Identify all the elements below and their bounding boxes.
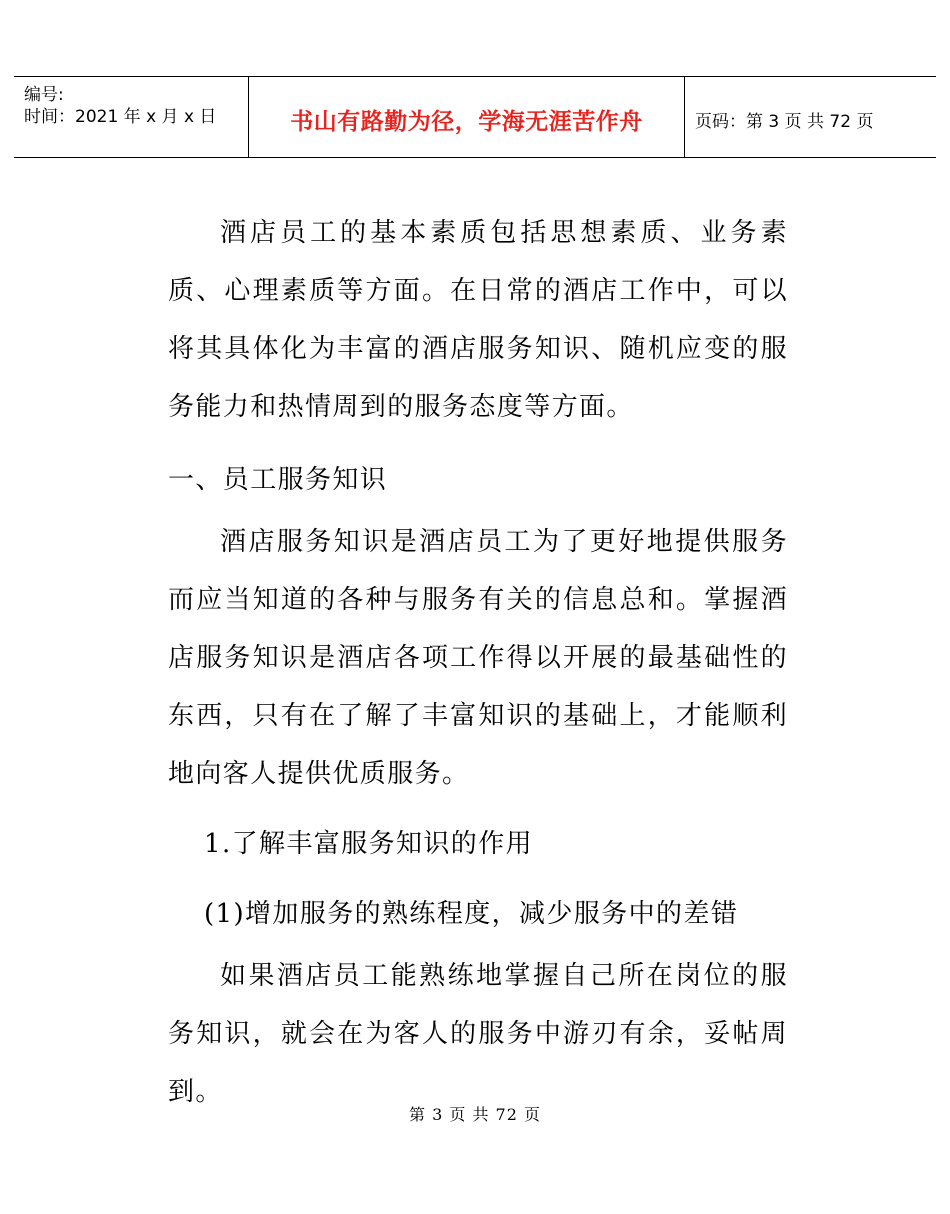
page-header bbox=[14, 76, 936, 158]
header-meta-cell bbox=[14, 77, 248, 157]
intro-paragraph: 酒店员工的基本素质包括思想素质、业务素质、心理素质等方面。在日常的酒店工作中，可以将其具体化为丰富的酒店服务知识、随机应变的服务能力和热情周到的服务态度等方面。 bbox=[168, 218, 788, 422]
point-paragraph: 如果酒店员工能熟练地掌握自己所在岗位的服务知识，就会在为客人的服务中游刃有余，妥帖周到。 bbox=[168, 961, 788, 1107]
footer-page-indicator: 第 3 页 共 72 页 bbox=[409, 1105, 541, 1124]
header-motto-cell bbox=[248, 77, 685, 157]
spacer bbox=[168, 436, 788, 451]
point-heading: (1)增加服务的熟练程度，减少服务中的差错 bbox=[204, 899, 739, 929]
section-paragraph: 酒店服务知识是酒店员工为了更好地提供服务而应当知道的各种与服务有关的信息总和。掌握酒店服务知识是酒店各项工作得以开展的最基础性的东西，只有在了解了丰富知识的基础上，才能顺利地向客人提供优质服务。 bbox=[168, 527, 788, 789]
spacer bbox=[168, 803, 788, 815]
page-footer bbox=[0, 1102, 950, 1125]
document-number-label: 编号: bbox=[24, 85, 64, 105]
header-motto: 书山有路勤为径，学海无涯苦作舟 bbox=[290, 108, 643, 135]
subsection-heading: 1.了解丰富服务知识的作用 bbox=[204, 829, 534, 859]
header-page-cell bbox=[685, 77, 936, 157]
document-body bbox=[168, 204, 788, 1121]
section-heading: 一、员工服务知识 bbox=[168, 465, 388, 495]
spacer bbox=[168, 873, 788, 885]
header-page-code: 页码：第 3 页 共 72 页 bbox=[695, 111, 874, 132]
document-time-label: 时间：2021 年 x 月 x 日 bbox=[24, 107, 217, 127]
